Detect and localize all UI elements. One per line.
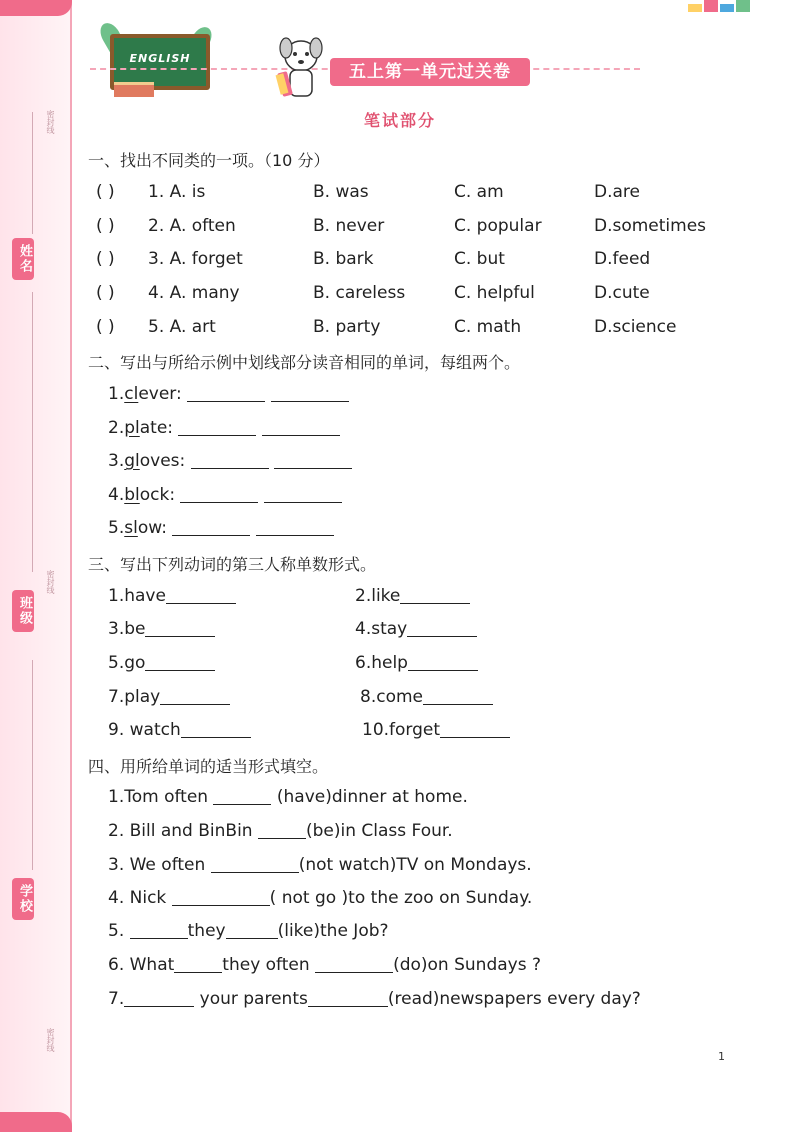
class-label: 班级 bbox=[12, 590, 34, 632]
word-rest: ow: bbox=[137, 518, 167, 538]
part1-option-d: D.sometimes bbox=[594, 216, 707, 236]
verb: 3.be bbox=[108, 619, 146, 639]
school-label: 学校 bbox=[12, 878, 34, 920]
part3-item bbox=[108, 619, 215, 639]
answer-blank[interactable] bbox=[166, 586, 236, 604]
underlined-sound: sl bbox=[124, 518, 138, 538]
part1-bracket: ( ) bbox=[96, 249, 115, 269]
answer-blank[interactable] bbox=[400, 586, 470, 604]
part1-option-b: B. never bbox=[313, 216, 385, 236]
binding-line bbox=[32, 660, 33, 870]
sentence-end: (like)the Job? bbox=[277, 921, 389, 941]
part1-option-d: D.cute bbox=[594, 283, 650, 303]
sentence-end: (read)newspapers every day? bbox=[387, 989, 641, 1009]
part1-option-a: 4. A. many bbox=[148, 283, 240, 303]
part1-bracket: ( ) bbox=[96, 317, 115, 337]
part2-item bbox=[108, 518, 334, 538]
part4-item bbox=[108, 989, 641, 1009]
sentence-start: 5. bbox=[108, 921, 130, 941]
answer-blank[interactable] bbox=[264, 485, 342, 503]
part1-option-b: B. careless bbox=[313, 283, 406, 303]
part1-bracket: ( ) bbox=[96, 182, 115, 202]
underlined-sound: cl bbox=[124, 384, 139, 404]
sentence-start: 7. bbox=[108, 989, 125, 1009]
answer-blank[interactable] bbox=[174, 955, 222, 973]
board-text: ENGLISH bbox=[129, 52, 191, 65]
section-title: 笔试部分 bbox=[363, 111, 436, 130]
part1-option-a: 2. A. often bbox=[148, 216, 236, 236]
underlined-sound: pl bbox=[124, 418, 140, 438]
part1-option-d: D.science bbox=[594, 317, 677, 337]
answer-blank[interactable] bbox=[440, 720, 510, 738]
sentence-end: (be)in Class Four. bbox=[305, 821, 453, 841]
exam-title: 五上第一单元过关卷 bbox=[330, 58, 530, 86]
part2-item bbox=[108, 418, 340, 438]
verb: 1.have bbox=[108, 586, 166, 606]
part2-heading: 二、写出与所给示例中划线部分读音相同的单词，每组两个。 bbox=[88, 353, 521, 372]
part1-option-b: B. was bbox=[313, 182, 369, 202]
part1-option-c: C. math bbox=[454, 317, 522, 337]
part3-item bbox=[355, 586, 470, 606]
item-number: 4. bbox=[108, 485, 125, 505]
part3-item bbox=[360, 687, 493, 707]
item-number: 3. bbox=[108, 451, 125, 471]
answer-blank[interactable] bbox=[315, 955, 393, 973]
brand-logo-icon bbox=[688, 0, 752, 12]
answer-blank[interactable] bbox=[145, 619, 215, 637]
part3-item bbox=[108, 687, 230, 707]
part2-item bbox=[108, 384, 349, 404]
answer-blank[interactable] bbox=[213, 787, 271, 805]
seal-line-text: 密封线 bbox=[46, 1028, 55, 1052]
sentence-middle: they often bbox=[222, 955, 316, 975]
answer-blank[interactable] bbox=[145, 653, 215, 671]
page-number: 1 bbox=[718, 1050, 725, 1063]
part1-option-c: C. am bbox=[454, 182, 504, 202]
part1-option-a: 1. A. is bbox=[148, 182, 206, 202]
answer-blank[interactable] bbox=[130, 921, 188, 939]
answer-blank[interactable] bbox=[226, 921, 278, 939]
part3-item bbox=[108, 586, 236, 606]
item-number: 5. bbox=[108, 518, 125, 538]
answer-blank[interactable] bbox=[423, 687, 493, 705]
verb: 9. watch bbox=[108, 720, 181, 740]
part1-bracket: ( ) bbox=[96, 216, 115, 236]
verb: 7.play bbox=[108, 687, 161, 707]
part4-item bbox=[108, 821, 453, 841]
underlined-sound: bl bbox=[124, 485, 140, 505]
sentence-start: 1.Tom often bbox=[108, 787, 214, 807]
name-label: 姓名 bbox=[12, 238, 34, 280]
part1-option-a: 3. A. forget bbox=[148, 249, 243, 269]
sentence-end: (do)on Sundays ? bbox=[393, 955, 541, 975]
answer-blank[interactable] bbox=[274, 451, 352, 469]
seal-line-text: 密封线 bbox=[46, 110, 55, 134]
part4-item bbox=[108, 921, 389, 941]
binding-corner-top bbox=[0, 0, 72, 16]
part2-item bbox=[108, 451, 352, 471]
binding-band bbox=[0, 0, 72, 1132]
part3-item bbox=[108, 720, 251, 740]
part1-option-d: D.are bbox=[594, 182, 640, 202]
binding-corner-bottom bbox=[0, 1112, 72, 1132]
part1-heading: 一、找出不同类的一项。（10 分） bbox=[88, 151, 330, 170]
answer-blank[interactable] bbox=[191, 451, 269, 469]
seal-line-text: 密封线 bbox=[46, 570, 55, 594]
item-number: 1. bbox=[108, 384, 125, 404]
sentence-start: 3. We often bbox=[108, 855, 211, 875]
answer-blank[interactable] bbox=[124, 989, 194, 1007]
part1-option-d: D.feed bbox=[594, 249, 651, 269]
answer-blank[interactable] bbox=[178, 418, 256, 436]
part1-option-c: C. popular bbox=[454, 216, 542, 236]
part3-heading: 三、写出下列动词的第三人称单数形式。 bbox=[88, 555, 377, 574]
verb: 8.come bbox=[360, 687, 423, 707]
part1-option-b: B. bark bbox=[313, 249, 374, 269]
part1-option-c: C. but bbox=[454, 249, 505, 269]
answer-blank[interactable] bbox=[160, 687, 230, 705]
books-icon bbox=[114, 82, 154, 97]
sentence-start: 6. What bbox=[108, 955, 175, 975]
answer-blank[interactable] bbox=[256, 518, 334, 536]
item-number: 2. bbox=[108, 418, 125, 438]
verb: 4.stay bbox=[355, 619, 408, 639]
answer-blank[interactable] bbox=[180, 485, 258, 503]
page-header bbox=[80, 14, 640, 104]
sentence-end: (not watch)TV on Mondays. bbox=[298, 855, 532, 875]
part4-item bbox=[108, 787, 468, 807]
answer-blank[interactable] bbox=[308, 989, 388, 1007]
part1-bracket: ( ) bbox=[96, 283, 115, 303]
part1-option-a: 5. A. art bbox=[148, 317, 216, 337]
dog-mascot-icon bbox=[272, 32, 330, 102]
answer-blank[interactable] bbox=[211, 855, 299, 873]
answer-blank[interactable] bbox=[181, 720, 251, 738]
word-rest: oves: bbox=[139, 451, 186, 471]
part3-item bbox=[362, 720, 510, 740]
answer-blank[interactable] bbox=[172, 888, 270, 906]
sentence-middle: they bbox=[187, 921, 226, 941]
part4-item bbox=[108, 888, 532, 908]
sentence-end: ( not go )to the zoo on Sunday. bbox=[269, 888, 533, 908]
part1-option-c: C. helpful bbox=[454, 283, 535, 303]
part2-item bbox=[108, 485, 342, 505]
word-rest: ock: bbox=[139, 485, 176, 505]
binding-strip bbox=[0, 0, 72, 1132]
part3-item bbox=[355, 653, 478, 673]
verb: 5.go bbox=[108, 653, 146, 673]
word-rest: ate: bbox=[139, 418, 174, 438]
sentence-start: 2. Bill and BinBin bbox=[108, 821, 258, 841]
sentence-start: 4. Nick bbox=[108, 888, 172, 908]
answer-blank[interactable] bbox=[258, 821, 306, 839]
part3-item bbox=[355, 619, 477, 639]
verb: 10.forget bbox=[362, 720, 441, 740]
part3-item bbox=[108, 653, 215, 673]
sentence-middle: your parents bbox=[194, 989, 308, 1009]
answer-blank[interactable] bbox=[271, 384, 349, 402]
part4-item bbox=[108, 955, 541, 975]
answer-blank[interactable] bbox=[262, 418, 340, 436]
part4-heading: 四、用所给单词的适当形式填空。 bbox=[88, 757, 329, 776]
answer-blank[interactable] bbox=[408, 653, 478, 671]
part4-item bbox=[108, 855, 532, 875]
verb: 2.like bbox=[355, 586, 401, 606]
answer-blank[interactable] bbox=[172, 518, 250, 536]
answer-blank[interactable] bbox=[407, 619, 477, 637]
underlined-sound: gl bbox=[124, 451, 140, 471]
sentence-end: (have)dinner at home. bbox=[271, 787, 468, 807]
binding-line bbox=[32, 292, 33, 572]
answer-blank[interactable] bbox=[187, 384, 265, 402]
part1-option-b: B. party bbox=[313, 317, 381, 337]
word-rest: ever: bbox=[138, 384, 182, 404]
verb: 6.help bbox=[355, 653, 408, 673]
